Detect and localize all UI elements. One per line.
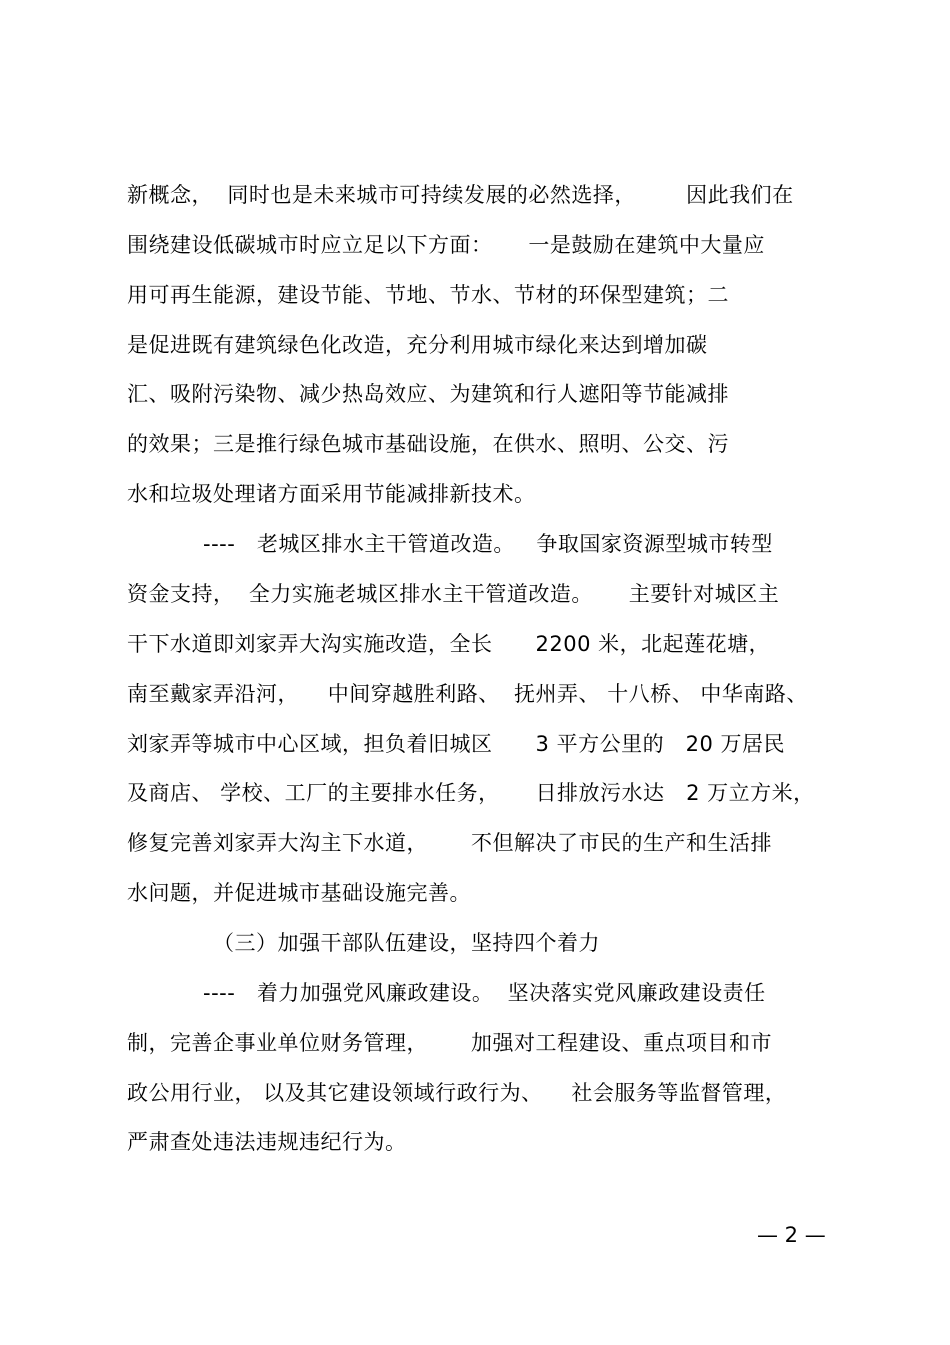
- paragraph-line: 修复完善刘家弄大沟主下水道， 不但解决了市民的生产和生活排: [127, 831, 773, 855]
- paragraph-line: 制，完善企事业单位财务管理， 加强对工程建设、重点项目和市: [127, 1031, 773, 1055]
- paragraph-line: ---- 着力加强党风廉政建设。 坚决落实党风廉政建设责任: [203, 981, 766, 1005]
- paragraph-line: 的效果；三是推行绿色城市基础设施，在供水、照明、公交、污: [127, 432, 729, 456]
- paragraph-line: 资金支持， 全力实施老城区排水主干管道改造。 主要针对城区主: [127, 582, 780, 606]
- paragraph-line: 用可再生能源，建设节能、节地、节水、节材的环保型建筑；二: [127, 283, 729, 307]
- paragraph-line: 刘家弄等城市中心区域，担负着旧城区 3 平方公里的 20 万居民: [127, 732, 786, 756]
- paragraph-line: 汇、吸附污染物、减少热岛效应、为建筑和行人遮阳等节能减排: [127, 382, 729, 406]
- paragraph-line: ---- 老城区排水主干管道改造。 争取国家资源型城市转型: [203, 532, 773, 556]
- page-number: — 2 —: [757, 1223, 826, 1247]
- section-heading: （三）加强干部队伍建设，坚持四个着力: [213, 931, 600, 955]
- paragraph-line: 围绕建设低碳城市时应立足以下方面： 一是鼓励在建筑中大量应: [127, 233, 765, 257]
- paragraph-line: 干下水道即刘家弄大沟实施改造，全长 2200 米，北起莲花塘，: [127, 632, 771, 656]
- paragraph-line: 是促进既有建筑绿色化改造，充分利用城市绿化来达到增加碳: [127, 333, 708, 357]
- paragraph-line: 水问题，并促进城市基础设施完善。: [127, 881, 471, 905]
- paragraph-line: 政公用行业， 以及其它建设领域行政行为、 社会服务等监督管理，: [127, 1081, 787, 1105]
- paragraph-line: 严肃查处违法违规违纪行为。: [127, 1130, 407, 1154]
- paragraph-line: 南至戴家弄沿河， 中间穿越胜利路、 抚州弄、 十八桥、 中华南路、: [127, 682, 808, 706]
- paragraph-line: 水和垃圾处理诸方面采用节能减排新技术。: [127, 482, 536, 506]
- paragraph-line: 新概念， 同时也是未来城市可持续发展的必然选择， 因此我们在: [127, 183, 794, 207]
- paragraph-line: 及商店、 学校、工厂的主要排水任务， 日排放污水达 2 万立方米，: [127, 781, 815, 805]
